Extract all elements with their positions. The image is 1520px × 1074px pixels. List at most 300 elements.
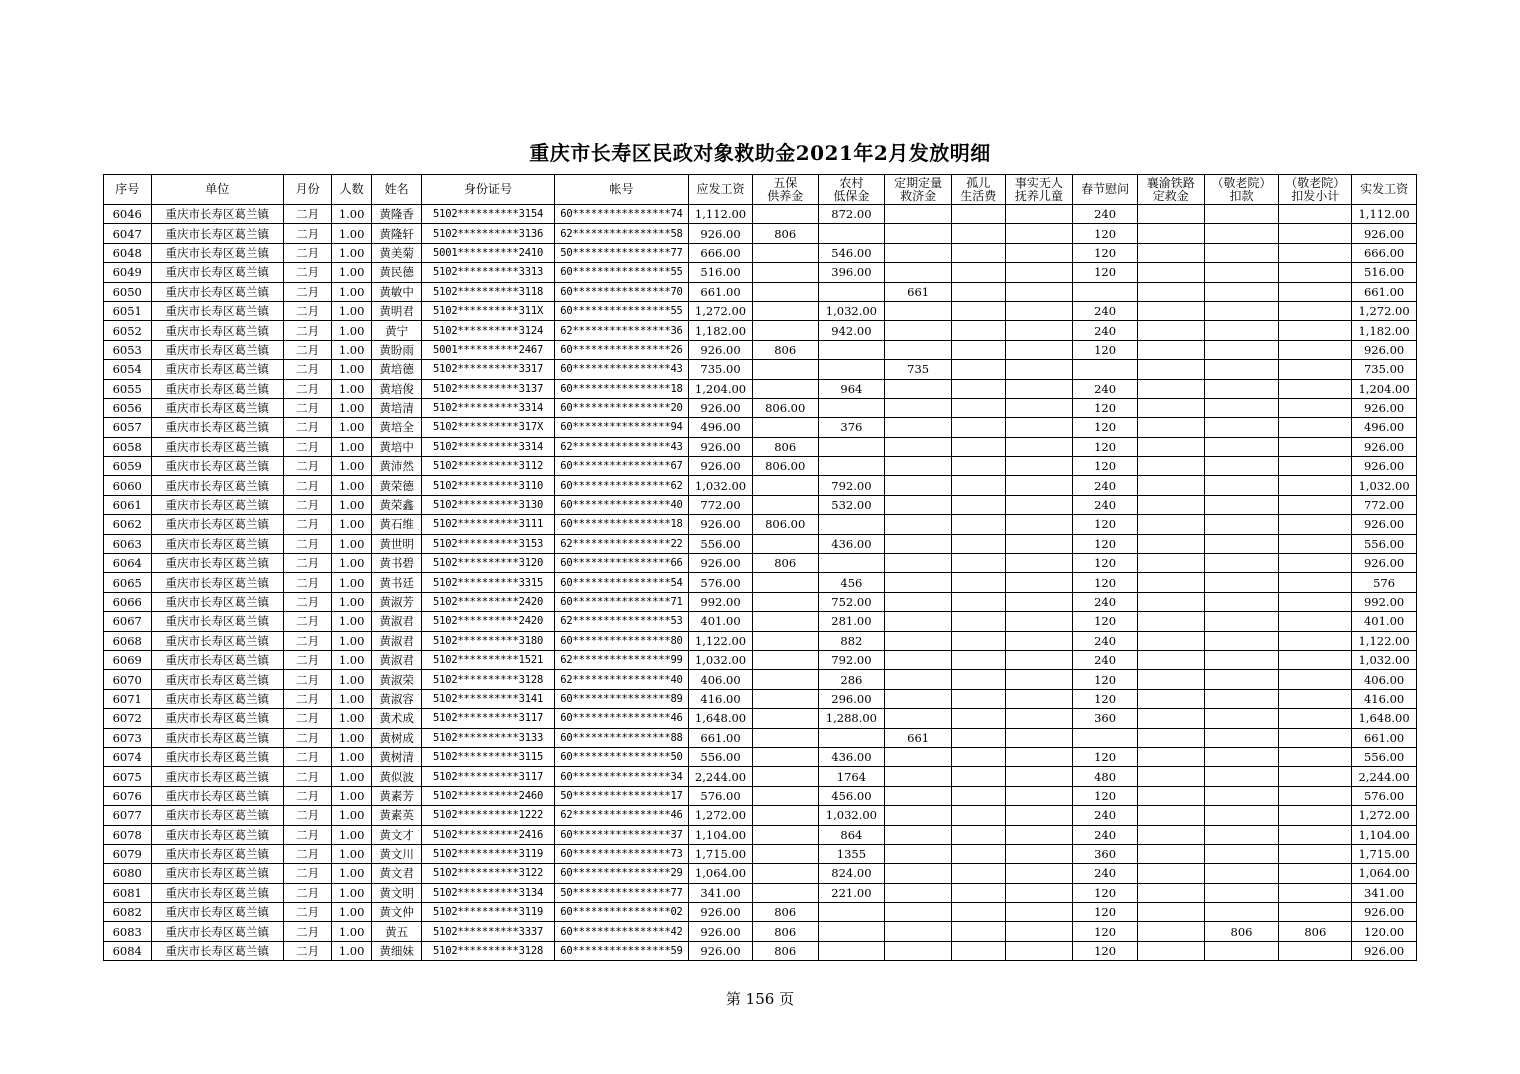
cell-festival: 120: [1073, 573, 1138, 592]
cell-child: [1005, 612, 1073, 631]
cell-seq: 6084: [104, 941, 152, 960]
cell-dibao: [818, 457, 885, 476]
header-payable: 应发工资: [689, 175, 753, 205]
cell-wubao: 806: [752, 437, 818, 456]
cell-account: 60****************02: [554, 903, 688, 922]
cell-dingqi: [885, 554, 952, 573]
cell-deduct: [1204, 844, 1279, 863]
cell-name: 黄荣德: [371, 476, 422, 495]
table-row: [104, 573, 1417, 592]
cell-month: 二月: [283, 592, 332, 611]
cell-deduct-total: [1279, 515, 1352, 534]
cell-deduct-total: [1279, 728, 1352, 747]
cell-orphan: [951, 457, 1005, 476]
cell-unit: 重庆市长寿区葛兰镇: [151, 554, 283, 573]
cell-id-number: 5102**********3136: [422, 224, 554, 243]
table-row: [104, 554, 1417, 573]
cell-child: [1005, 282, 1073, 301]
cell-payable: 1,272.00: [689, 301, 753, 320]
header-net-pay: 实发工资: [1352, 175, 1417, 205]
cell-seq: 6052: [104, 321, 152, 340]
cell-payable: 556.00: [689, 747, 753, 766]
cell-orphan: [951, 379, 1005, 398]
cell-deduct: [1204, 806, 1279, 825]
cell-count: 1.00: [332, 573, 371, 592]
cell-xiangyu: [1137, 650, 1204, 669]
cell-id-number: 5102**********3111: [422, 515, 554, 534]
cell-orphan: [951, 437, 1005, 456]
cell-wubao: 806: [752, 941, 818, 960]
cell-wubao: 806.00: [752, 457, 818, 476]
cell-unit: 重庆市长寿区葛兰镇: [151, 205, 283, 224]
cell-orphan: [951, 689, 1005, 708]
header-deduct: （敬老院） 扣款: [1204, 175, 1279, 205]
cell-deduct: [1204, 689, 1279, 708]
cell-count: 1.00: [332, 592, 371, 611]
header-id-number: 身份证号: [422, 175, 554, 205]
cell-name: 黄民德: [371, 263, 422, 282]
table-row: [104, 379, 1417, 398]
cell-child: [1005, 941, 1073, 960]
cell-wubao: 806.00: [752, 398, 818, 417]
cell-deduct: [1204, 457, 1279, 476]
header-wubao: 五保 供养金: [752, 175, 818, 205]
cell-wubao: [752, 534, 818, 553]
cell-orphan: [951, 650, 1005, 669]
cell-orphan: [951, 767, 1005, 786]
cell-dingqi: [885, 301, 952, 320]
cell-count: 1.00: [332, 883, 371, 902]
header-orphan: 孤儿 生活费: [951, 175, 1005, 205]
cell-id-number: 5102**********2416: [422, 825, 554, 844]
table-row: [104, 631, 1417, 650]
cell-dingqi: [885, 806, 952, 825]
cell-unit: 重庆市长寿区葛兰镇: [151, 689, 283, 708]
table-row: [104, 321, 1417, 340]
cell-festival: [1073, 728, 1138, 747]
cell-unit: 重庆市长寿区葛兰镇: [151, 806, 283, 825]
cell-payable: 576.00: [689, 786, 753, 805]
cell-child: [1005, 728, 1073, 747]
cell-unit: 重庆市长寿区葛兰镇: [151, 573, 283, 592]
cell-orphan: [951, 554, 1005, 573]
cell-child: [1005, 554, 1073, 573]
cell-xiangyu: [1137, 786, 1204, 805]
cell-child: [1005, 903, 1073, 922]
cell-count: 1.00: [332, 457, 371, 476]
cell-wubao: [752, 670, 818, 689]
header-month: 月份: [283, 175, 332, 205]
cell-net-pay: 926.00: [1352, 340, 1417, 359]
cell-id-number: 5102**********3124: [422, 321, 554, 340]
cell-orphan: [951, 243, 1005, 262]
cell-xiangyu: [1137, 418, 1204, 437]
cell-month: 二月: [283, 495, 332, 514]
cell-xiangyu: [1137, 883, 1204, 902]
cell-name: 黄淑君: [371, 631, 422, 650]
cell-wubao: [752, 321, 818, 340]
cell-seq: 6062: [104, 515, 152, 534]
cell-name: 黄文川: [371, 844, 422, 863]
cell-net-pay: 1,715.00: [1352, 844, 1417, 863]
cell-orphan: [951, 224, 1005, 243]
cell-deduct-total: [1279, 709, 1352, 728]
cell-month: 二月: [283, 922, 332, 941]
cell-account: 60****************66: [554, 554, 688, 573]
cell-payable: 1,204.00: [689, 379, 753, 398]
cell-deduct-total: [1279, 321, 1352, 340]
cell-net-pay: 1,032.00: [1352, 650, 1417, 669]
cell-wubao: [752, 631, 818, 650]
cell-seq: 6053: [104, 340, 152, 359]
cell-count: 1.00: [332, 379, 371, 398]
cell-seq: 6079: [104, 844, 152, 863]
cell-id-number: 5102**********311X: [422, 301, 554, 320]
cell-account: 62****************46: [554, 806, 688, 825]
cell-net-pay: 341.00: [1352, 883, 1417, 902]
cell-deduct: [1204, 282, 1279, 301]
table-row: [104, 825, 1417, 844]
cell-net-pay: 120.00: [1352, 922, 1417, 941]
cell-month: 二月: [283, 573, 332, 592]
cell-net-pay: 926.00: [1352, 903, 1417, 922]
cell-dibao: [818, 903, 885, 922]
cell-dibao: 1,032.00: [818, 301, 885, 320]
cell-deduct: [1204, 786, 1279, 805]
header-count: 人数: [332, 175, 371, 205]
cell-unit: 重庆市长寿区葛兰镇: [151, 379, 283, 398]
cell-deduct-total: [1279, 689, 1352, 708]
cell-dingqi: [885, 941, 952, 960]
cell-dingqi: [885, 379, 952, 398]
cell-month: 二月: [283, 379, 332, 398]
cell-dingqi: [885, 786, 952, 805]
cell-count: 1.00: [332, 631, 371, 650]
cell-account: 62****************99: [554, 650, 688, 669]
cell-dibao: [818, 515, 885, 534]
cell-deduct: [1204, 747, 1279, 766]
cell-wubao: [752, 844, 818, 863]
cell-xiangyu: [1137, 825, 1204, 844]
cell-dibao: [818, 728, 885, 747]
cell-net-pay: 556.00: [1352, 747, 1417, 766]
cell-deduct-total: [1279, 534, 1352, 553]
cell-count: 1.00: [332, 689, 371, 708]
cell-dingqi: [885, 205, 952, 224]
cell-month: 二月: [283, 747, 332, 766]
cell-orphan: [951, 747, 1005, 766]
cell-count: 1.00: [332, 903, 371, 922]
table-row: [104, 689, 1417, 708]
table-row: [104, 883, 1417, 902]
cell-account: 50****************77: [554, 243, 688, 262]
cell-deduct-total: [1279, 243, 1352, 262]
cell-account: 60****************70: [554, 282, 688, 301]
cell-deduct: [1204, 631, 1279, 650]
cell-wubao: [752, 747, 818, 766]
cell-dibao: 286: [818, 670, 885, 689]
cell-unit: 重庆市长寿区葛兰镇: [151, 282, 283, 301]
cell-month: 二月: [283, 709, 332, 728]
cell-seq: 6083: [104, 922, 152, 941]
table-row: [104, 495, 1417, 514]
cell-id-number: 5102**********3119: [422, 903, 554, 922]
cell-account: 62****************58: [554, 224, 688, 243]
cell-dibao: 546.00: [818, 243, 885, 262]
cell-id-number: 5102**********3134: [422, 883, 554, 902]
cell-payable: 406.00: [689, 670, 753, 689]
cell-id-number: 5102**********1222: [422, 806, 554, 825]
cell-name: 黄培德: [371, 360, 422, 379]
cell-seq: 6048: [104, 243, 152, 262]
cell-xiangyu: [1137, 379, 1204, 398]
cell-name: 黄淑君: [371, 650, 422, 669]
cell-count: 1.00: [332, 728, 371, 747]
cell-deduct: [1204, 340, 1279, 359]
cell-wubao: [752, 883, 818, 902]
cell-name: 黄文君: [371, 864, 422, 883]
cell-wubao: 806: [752, 224, 818, 243]
cell-festival: 120: [1073, 941, 1138, 960]
cell-deduct-total: [1279, 263, 1352, 282]
cell-unit: 重庆市长寿区葛兰镇: [151, 922, 283, 941]
cell-month: 二月: [283, 418, 332, 437]
cell-seq: 6065: [104, 573, 152, 592]
cell-deduct: [1204, 205, 1279, 224]
cell-wubao: [752, 592, 818, 611]
cell-xiangyu: [1137, 321, 1204, 340]
cell-dibao: 864: [818, 825, 885, 844]
cell-account: 60****************73: [554, 844, 688, 863]
cell-dingqi: [885, 883, 952, 902]
cell-net-pay: 1,112.00: [1352, 205, 1417, 224]
cell-unit: 重庆市长寿区葛兰镇: [151, 670, 283, 689]
cell-unit: 重庆市长寿区葛兰镇: [151, 650, 283, 669]
cell-festival: 120: [1073, 418, 1138, 437]
cell-account: 60****************18: [554, 379, 688, 398]
cell-orphan: [951, 941, 1005, 960]
cell-festival: [1073, 360, 1138, 379]
cell-count: 1.00: [332, 398, 371, 417]
cell-dingqi: [885, 670, 952, 689]
cell-xiangyu: [1137, 709, 1204, 728]
cell-deduct-total: [1279, 340, 1352, 359]
cell-festival: 120: [1073, 263, 1138, 282]
cell-count: 1.00: [332, 941, 371, 960]
cell-deduct-total: [1279, 612, 1352, 631]
cell-festival: 360: [1073, 844, 1138, 863]
cell-child: [1005, 922, 1073, 941]
cell-account: 60****************71: [554, 592, 688, 611]
cell-wubao: [752, 418, 818, 437]
cell-unit: 重庆市长寿区葛兰镇: [151, 728, 283, 747]
cell-month: 二月: [283, 457, 332, 476]
cell-xiangyu: [1137, 728, 1204, 747]
cell-count: 1.00: [332, 515, 371, 534]
cell-count: 1.00: [332, 612, 371, 631]
cell-dibao: 1,288.00: [818, 709, 885, 728]
cell-orphan: [951, 709, 1005, 728]
cell-net-pay: 406.00: [1352, 670, 1417, 689]
table-row: [104, 224, 1417, 243]
cell-name: 黄素芳: [371, 786, 422, 805]
cell-seq: 6067: [104, 612, 152, 631]
cell-child: [1005, 418, 1073, 437]
cell-count: 1.00: [332, 767, 371, 786]
cell-name: 黄培清: [371, 398, 422, 417]
cell-id-number: 5102**********3112: [422, 457, 554, 476]
cell-dibao: 221.00: [818, 883, 885, 902]
cell-name: 黄五: [371, 922, 422, 941]
cell-deduct-total: [1279, 592, 1352, 611]
cell-deduct-total: [1279, 631, 1352, 650]
cell-dingqi: [885, 243, 952, 262]
cell-count: 1.00: [332, 205, 371, 224]
cell-payable: 1,272.00: [689, 806, 753, 825]
table-row: [104, 592, 1417, 611]
cell-orphan: [951, 612, 1005, 631]
cell-dibao: 964: [818, 379, 885, 398]
cell-seq: 6068: [104, 631, 152, 650]
cell-xiangyu: [1137, 340, 1204, 359]
table-row: [104, 903, 1417, 922]
cell-xiangyu: [1137, 806, 1204, 825]
cell-wubao: [752, 612, 818, 631]
cell-xiangyu: [1137, 922, 1204, 941]
cell-unit: 重庆市长寿区葛兰镇: [151, 612, 283, 631]
cell-festival: 120: [1073, 224, 1138, 243]
cell-dingqi: [885, 767, 952, 786]
cell-dibao: [818, 282, 885, 301]
table-row: [104, 515, 1417, 534]
cell-payable: 926.00: [689, 398, 753, 417]
cell-month: 二月: [283, 767, 332, 786]
cell-name: 黄素英: [371, 806, 422, 825]
table-row: [104, 243, 1417, 262]
cell-wubao: [752, 767, 818, 786]
cell-orphan: [951, 806, 1005, 825]
cell-net-pay: 496.00: [1352, 418, 1417, 437]
cell-dibao: 436.00: [818, 534, 885, 553]
cell-dibao: 792.00: [818, 476, 885, 495]
cell-festival: 120: [1073, 689, 1138, 708]
cell-wubao: [752, 360, 818, 379]
cell-count: 1.00: [332, 224, 371, 243]
page-number: 第 156 页: [725, 990, 795, 1008]
cell-orphan: [951, 418, 1005, 437]
cell-dibao: [818, 922, 885, 941]
cell-orphan: [951, 825, 1005, 844]
cell-payable: 666.00: [689, 243, 753, 262]
cell-child: [1005, 398, 1073, 417]
cell-unit: 重庆市长寿区葛兰镇: [151, 825, 283, 844]
cell-deduct-total: [1279, 941, 1352, 960]
cell-name: 黄淑容: [371, 689, 422, 708]
cell-child: [1005, 437, 1073, 456]
cell-seq: 6080: [104, 864, 152, 883]
cell-id-number: 5102**********3115: [422, 747, 554, 766]
cell-net-pay: 516.00: [1352, 263, 1417, 282]
cell-payable: 661.00: [689, 728, 753, 747]
cell-count: 1.00: [332, 747, 371, 766]
cell-deduct-total: [1279, 767, 1352, 786]
cell-deduct-total: [1279, 224, 1352, 243]
cell-deduct-total: [1279, 418, 1352, 437]
cell-deduct: [1204, 903, 1279, 922]
header-festival: 春节慰问: [1073, 175, 1138, 205]
cell-child: [1005, 340, 1073, 359]
cell-dingqi: [885, 534, 952, 553]
cell-dingqi: [885, 709, 952, 728]
cell-month: 二月: [283, 786, 332, 805]
cell-festival: 120: [1073, 786, 1138, 805]
cell-xiangyu: [1137, 476, 1204, 495]
cell-wubao: [752, 786, 818, 805]
cell-id-number: 5102**********3154: [422, 205, 554, 224]
cell-wubao: [752, 709, 818, 728]
cell-deduct-total: [1279, 360, 1352, 379]
cell-dingqi: [885, 515, 952, 534]
cell-unit: 重庆市长寿区葛兰镇: [151, 224, 283, 243]
table-row: [104, 922, 1417, 941]
cell-net-pay: 576: [1352, 573, 1417, 592]
cell-month: 二月: [283, 243, 332, 262]
cell-deduct: [1204, 825, 1279, 844]
cell-wubao: 806: [752, 922, 818, 941]
cell-unit: 重庆市长寿区葛兰镇: [151, 709, 283, 728]
cell-month: 二月: [283, 883, 332, 902]
cell-child: [1005, 379, 1073, 398]
cell-xiangyu: [1137, 592, 1204, 611]
cell-account: 60****************88: [554, 728, 688, 747]
cell-account: 60****************40: [554, 495, 688, 514]
cell-seq: 6071: [104, 689, 152, 708]
cell-payable: 926.00: [689, 515, 753, 534]
cell-unit: 重庆市长寿区葛兰镇: [151, 747, 283, 766]
cell-deduct-total: [1279, 495, 1352, 514]
cell-xiangyu: [1137, 263, 1204, 282]
table-row: [104, 340, 1417, 359]
cell-name: 黄树成: [371, 728, 422, 747]
cell-festival: 120: [1073, 243, 1138, 262]
cell-festival: 240: [1073, 864, 1138, 883]
cell-dibao: 436.00: [818, 747, 885, 766]
cell-deduct: [1204, 263, 1279, 282]
cell-wubao: [752, 476, 818, 495]
cell-wubao: [752, 825, 818, 844]
cell-month: 二月: [283, 670, 332, 689]
cell-dibao: 1,032.00: [818, 806, 885, 825]
cell-orphan: [951, 515, 1005, 534]
cell-dibao: 532.00: [818, 495, 885, 514]
cell-account: 60****************29: [554, 864, 688, 883]
cell-count: 1.00: [332, 670, 371, 689]
cell-unit: 重庆市长寿区葛兰镇: [151, 786, 283, 805]
cell-xiangyu: [1137, 554, 1204, 573]
header-dingqi: 定期定量 救济金: [885, 175, 952, 205]
table-row: [104, 282, 1417, 301]
cell-account: 50****************17: [554, 786, 688, 805]
cell-seq: 6075: [104, 767, 152, 786]
cell-name: 黄术成: [371, 709, 422, 728]
cell-account: 60****************67: [554, 457, 688, 476]
cell-dingqi: 735: [885, 360, 952, 379]
header-unit: 单位: [151, 175, 283, 205]
cell-payable: 1,104.00: [689, 825, 753, 844]
cell-deduct: [1204, 476, 1279, 495]
cell-unit: 重庆市长寿区葛兰镇: [151, 340, 283, 359]
cell-deduct-total: [1279, 282, 1352, 301]
